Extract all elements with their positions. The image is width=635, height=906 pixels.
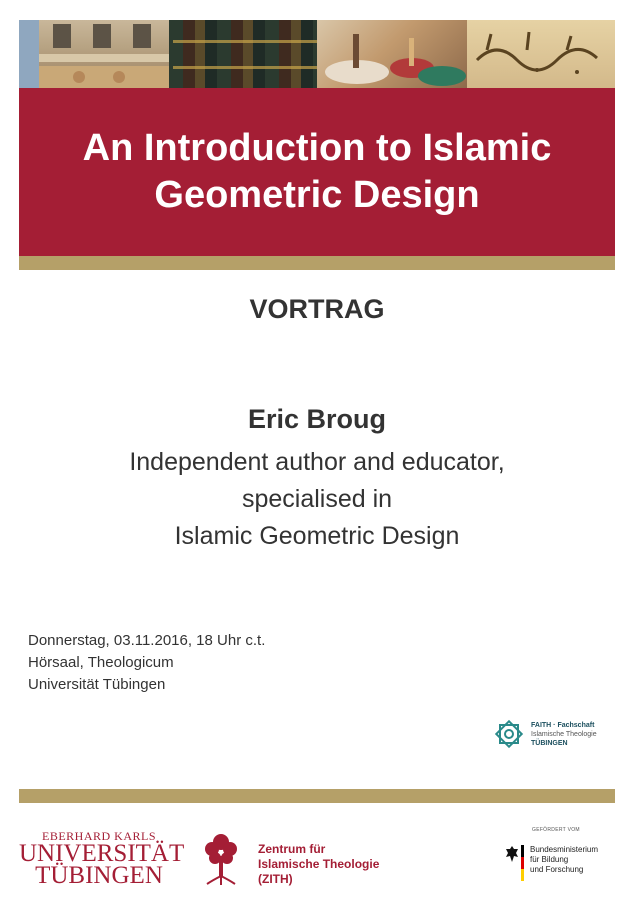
building-facade-photo [19, 20, 169, 88]
zith-label [258, 842, 379, 887]
header-photo-strip [19, 20, 615, 88]
faith-logo-text [531, 721, 597, 748]
federal-eagle-icon [505, 845, 519, 863]
speaker-name: Eric Broug [247, 404, 387, 434]
title-band [19, 88, 615, 256]
old-books-photo [169, 20, 317, 88]
university-tuebingen-logo [19, 829, 185, 889]
gold-divider-top [19, 256, 615, 270]
uni-logo-line-3: TÜBINGEN [35, 862, 163, 889]
bmbf-logo [505, 827, 598, 881]
bmbf-emblem [505, 845, 524, 881]
faith-line-3: TÜBINGEN [531, 739, 568, 747]
event-date: Donnerstag, 03.11.2016, 18 Uhr c.t. [28, 632, 266, 649]
speaker-description [19, 444, 615, 555]
title-line-2: Geometric Design [154, 174, 480, 216]
bmbf-funded-by: GEFÖRDERT VOM [532, 827, 580, 833]
event-details [28, 630, 265, 696]
bmbf-ministry-name [530, 845, 598, 875]
gold-divider-bottom [19, 789, 615, 803]
whirling-dervishes-photo [317, 20, 467, 88]
event-room: Hörsaal, Theologicum [28, 654, 174, 671]
german-flag-stripe [521, 845, 524, 881]
speaker-desc-line-3: Islamic Geometric Design [174, 522, 460, 550]
uni-logo-line-2: UNIVERSITÄT [19, 840, 185, 867]
geometric-star-icon [491, 716, 527, 752]
faith-logo [491, 716, 597, 752]
zith-line-1: Zentrum für [258, 842, 326, 856]
uni-logo-line-1: EBERHARD KARLS [41, 829, 156, 843]
event-type-label: VORTRAG [249, 294, 385, 324]
poster-title [83, 125, 552, 219]
faith-line-1: FAITH · Fachschaft [531, 721, 595, 729]
title-line-1: An Introduction to Islamic [82, 127, 552, 169]
tree-of-life-icon [203, 832, 239, 886]
zith-line-2: Islamische Theologie [258, 857, 380, 871]
bmbf-line-2: für Bildung [530, 855, 569, 864]
event-university: Universität Tübingen [28, 676, 166, 693]
bmbf-line-1: Bundesministerium [530, 845, 599, 854]
speaker-desc-line-2: specialised in [241, 485, 393, 513]
zith-line-3: (ZITH) [258, 872, 293, 886]
speaker-desc-line-1: Independent author and educator, [129, 448, 505, 476]
faith-line-2: Islamische Theologie [531, 730, 597, 738]
arabic-calligraphy-photo [467, 20, 615, 88]
bmbf-line-3: und Forschung [530, 865, 584, 874]
